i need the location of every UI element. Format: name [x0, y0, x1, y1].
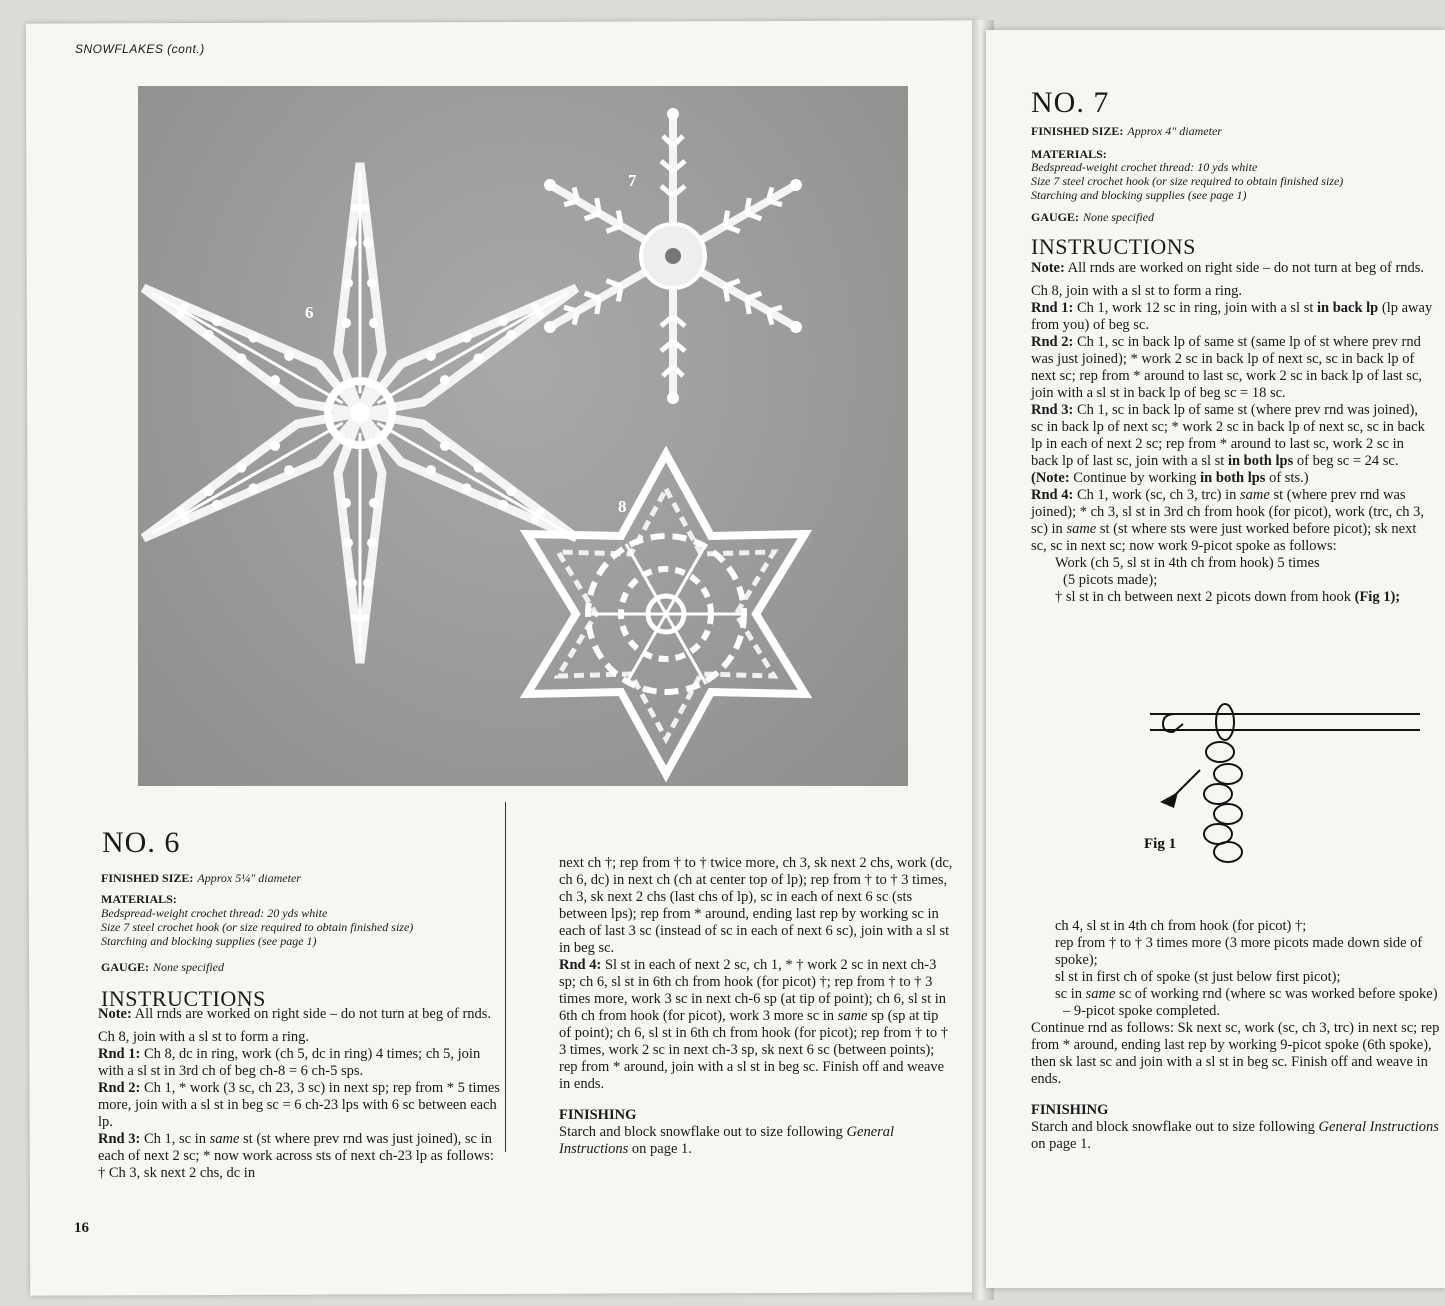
no7-instructions: Note: All rnds are worked on right side – do not turn at beg of rnds. Ch 8, join with a sl st to form a ring. Rnd 1: Ch 1, work 12 sc in ring, join with a sl st in back lp (lp away from you) of beg sc. Rnd 2: Ch 1, sc in back lp of same st (same lp of st where prev rnd was just joined); * work 2 sc in back lp of next sc, sc in back lp of next sc; rep from * around to last sc, work 2 sc in back lp of last sc, join with a sl st in back lp of beg sc = 18 sc. Rnd 3: Ch 1, sc in back lp of same st (where prev rnd was joined), sc in back lp of next sc; * work 2 sc in back lp of next sc, sc in back lp in each of next 2 sc; rep from * around to last sc, work 2 sc in back lp of last sc, join with a sl st in both lps of beg sc = 24 sc. (Note: Continue by working in both lps of sts.) Rnd 4: Ch 1, work (sc, ch 3, trc) in same st (where prev rnd was joined); * ch 3, sl st in 3rd ch from hook (for picot), work (trc, ch 3, sc) in same st (st where sts were just worked before picot); sk next sc, sc in next sc; now work 9-picot spoke as follows: Work (ch 5, sl st in 4th ch from hook) 5 times (5 picots made); † sl st in ch between next 2 picots down from hook (Fig 1); — [1031, 260, 1433, 605]
no6-gauge: GAUGE: None specified — [101, 960, 224, 974]
fig1-label: Fig 1 — [1144, 836, 1177, 852]
no7-title: NO. 7 — [1031, 86, 1110, 119]
no6-instructions-title: INSTRUCTIONS — [101, 986, 266, 1011]
crochet-hook-illustration — [1130, 690, 1430, 870]
no7-instructions-title: INSTRUCTIONS — [1031, 234, 1196, 259]
no6-instructions-col1: Note: All rnds are worked on right side – do not turn at beg of rnds. Ch 8, join with a sl st to form a ring. Rnd 1: Ch 8, dc in ring, work (ch 5, dc in ring) 4 times; ch 5, join with a sl st in 3rd ch of beg ch-8 = 6 ch-5 sps. Rnd 2: Ch 1, * work (3 sc, ch 23, 3 sc) in next sp; rep from * 5 times more, join with a sl st in beg sc = 6 ch-23 lps with 6 sc between each lp. Rnd 3: Ch 1, sc in same st (st where prev rnd was just joined), sc in each of next 2 sc; * now work across sts of next ch-23 lp as follows: † Ch 3, sk next 2 chs, dc in — [98, 1006, 500, 1181]
no6-materials: Bedspread-weight crochet thread: 20 yds white Size 7 steel crochet hook (or size required to obtain finished size) Starching and blocking supplies (see page 1) — [101, 906, 414, 948]
no6-title: NO. 6 — [102, 826, 181, 859]
page-number: 16 — [74, 1220, 89, 1236]
no7-materials: Bedspread-weight crochet thread: 10 yds white Size 7 steel crochet hook (or size required to obtain finished size) Starching and blocking supplies (see page 1) — [1031, 160, 1344, 202]
snowflakes-photo — [138, 86, 908, 786]
section-header: SNOWFLAKES (cont.) — [75, 42, 205, 56]
snowflakes-illustration — [138, 86, 908, 786]
no6-materials-label: MATERIALS: — [101, 892, 177, 906]
column-divider — [505, 802, 506, 1152]
label-7: 7 — [628, 171, 637, 190]
label-6: 6 — [305, 303, 314, 322]
no6-size: FINISHED SIZE: Approx 5¼" diameter — [101, 871, 301, 885]
snowflake-8 — [527, 454, 805, 774]
fig1-diagram — [1130, 690, 1430, 870]
label-8: 8 — [618, 497, 627, 516]
no7-gauge: GAUGE: None specified — [1031, 210, 1154, 224]
no7-instructions-cont: ch 4, sl st in 4th ch from hook (for picot) †; rep from † to † 3 times more (3 more picots made down side of spoke); sl st in first ch of spoke (st just below first picot); sc in same sc of working rnd (where sc was worked before spoke) – 9-picot spoke completed. Continue rnd as follows: Sk next sc, work (sc, ch 3, trc) in next sc; rep from * around, ending last rep by working 9-picot spoke (6th spoke), then sk last sc and join with a sl st in beg sc. Finish off and weave in ends. FINISHING Starch and block snowflake out to size following General Instructions on page 1. — [1031, 918, 1440, 1152]
snowflake-6 — [138, 163, 588, 663]
no7-finishing-title: FINISHING — [1031, 1102, 1109, 1118]
no7-size: FINISHED SIZE: Approx 4" diameter — [1031, 124, 1222, 138]
snowflake-7 — [539, 108, 807, 404]
no7-materials-label: MATERIALS: — [1031, 147, 1107, 161]
no6-finishing-title: FINISHING — [559, 1107, 637, 1123]
no6-instructions-col2: next ch †; rep from † to † twice more, ch 3, sk next 2 chs, work (dc, ch 6, dc) in next ch (ch at center top of lp); rep from † to † 3 times, ch 3, sk next 2 chs (last chs of lp), sc in each of next 6 sc (sts between lps); rep from * around, ending last rep by working sc in each of last 3 sc (instead of sc in each of next 6 sc), join with a sl st in beg sc. Rnd 4: Sl st in each of next 2 sc, ch 1, * † work 2 sc in next ch-3 sp; ch 6, sl st in 6th ch from hook (for picot) †; rep from † to † 3 times more, work 3 sc in next ch-6 sp (at tip of point); ch 6, sl st in 6th ch from hook (for picot), work 3 more sc in same sp (sp at tip of point); ch 6, sl st in 6th ch from hook (for picot); rep from † to † 3 times, work 2 sc in next ch-3 sp, sk next 6 sc (between points); rep from * around, join with a sl st in beg sc. Finish off and weave in ends. FINISHING Starch and block snowflake out to size following General Instructions on page 1. — [559, 855, 953, 1157]
